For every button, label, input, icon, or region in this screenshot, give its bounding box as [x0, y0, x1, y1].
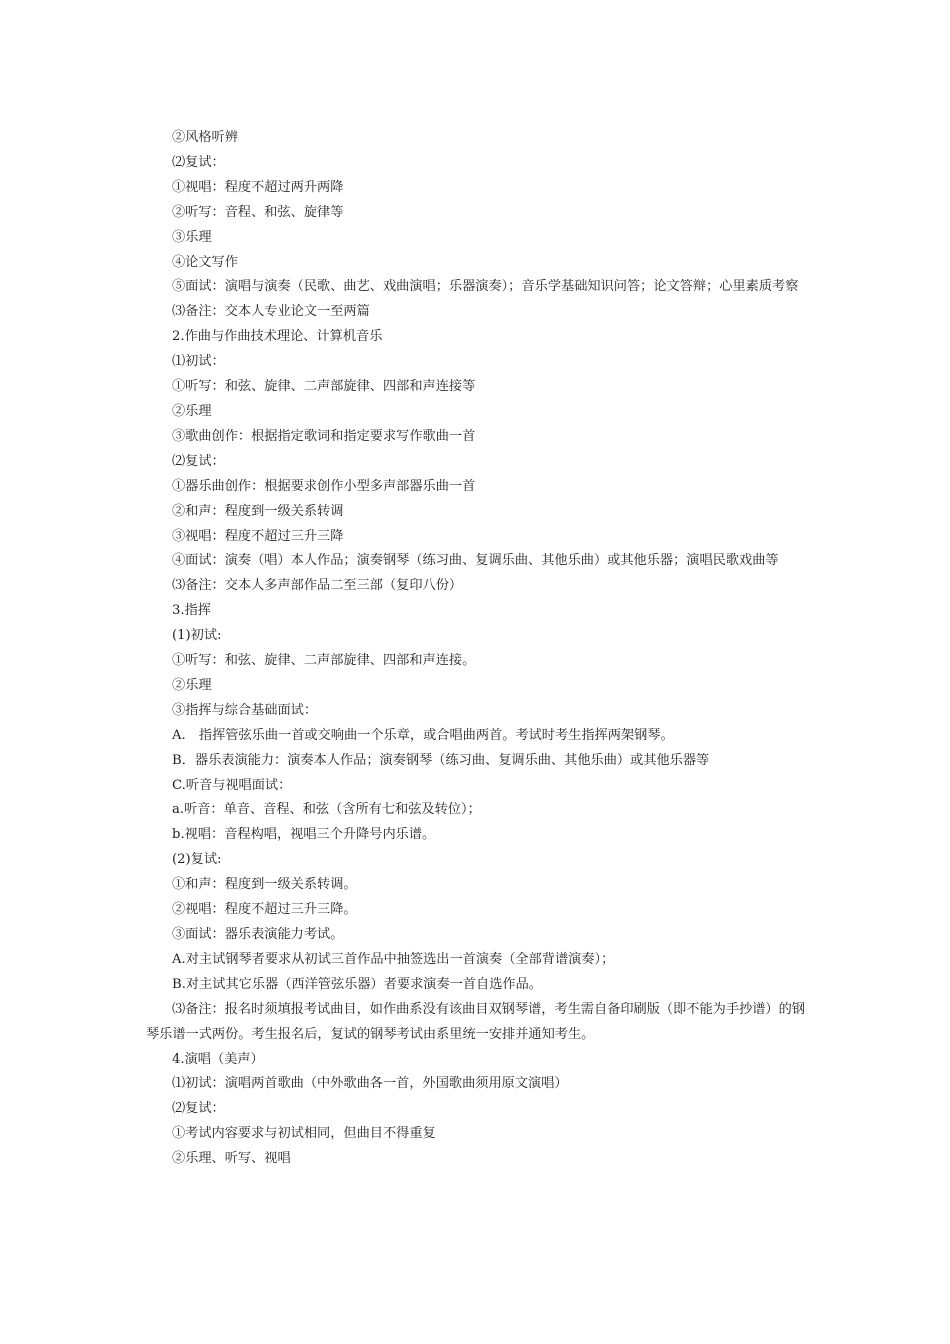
text-line: ①视唱：程度不超过两升两降	[172, 179, 344, 195]
text-line: ⑶备注：交本人专业论文一至两篇	[172, 304, 370, 320]
text-line: ③面试：器乐表演能力考试。	[172, 927, 344, 942]
text-line: B．器乐表演能力：演奏本人作品；演奏钢琴（练习曲、复调乐曲、其他乐曲）或其他乐器等	[172, 752, 710, 768]
text-line: ①听写：和弦、旋律、二声部旋律、四部和声连接等	[172, 379, 476, 395]
text-line: A. 指挥管弦乐曲一首或交响曲一个乐章，或合唱曲两首。考试时考生指挥两架钢琴。	[172, 727, 674, 743]
text-line: ③歌曲创作：根据指定歌词和指定要求写作歌曲一首	[172, 428, 476, 444]
text-line: ②乐理	[172, 403, 212, 419]
text-line: ④论文写作	[172, 254, 238, 270]
text-line: ⑶备注：交本人多声部作品二至三部（复印八份）	[172, 578, 463, 594]
text-line: B.对主试其它乐器（西洋管弦乐器）者要求演奏一首自选作品。	[172, 976, 542, 992]
text-line: ③乐理	[172, 229, 212, 245]
text-line: ⑵复试：	[172, 1101, 225, 1117]
text-line: ②风格听辨	[172, 130, 238, 145]
text-line: ①考试内容要求与初试相同，但曲目不得重复	[172, 1126, 436, 1142]
text-line: ⑴初试：	[172, 354, 225, 370]
text-line: a.听音：单音、音程、和弦（含所有七和弦及转位）；	[172, 802, 481, 818]
text-line: ②乐理	[172, 677, 212, 693]
text-line: ⑵复试：	[172, 453, 225, 469]
text-line: ①听写：和弦、旋律、二声部旋律、四部和声连接。	[172, 653, 476, 669]
text-line: (2)复试:	[172, 852, 222, 868]
text-line: ②和声：程度到一级关系转调	[172, 503, 344, 519]
section-heading: 2.作曲与作曲技术理论、计算机音乐	[172, 329, 383, 345]
text-line: ⑴初试：演唱两首歌曲（中外歌曲各一首，外国歌曲须用原文演唱）	[172, 1076, 568, 1092]
text-line: ①器乐曲创作：根据要求创作小型多声部器乐曲一首	[172, 478, 476, 494]
text-line: ④面试：演奏（唱）本人作品；演奏钢琴（练习曲、复调乐曲、其他乐曲）或其他乐器；演唱民歌戏曲等	[172, 553, 779, 569]
text-line: ③视唱：程度不超过三升三降	[172, 528, 344, 544]
document-body	[146, 126, 808, 1172]
text-line: ⑵复试：	[172, 154, 225, 170]
text-line: ②听写：音程、和弦、旋律等	[172, 204, 344, 220]
text-line: A.对主试钢琴者要求从初试三首作品中抽签选出一首演奏（全部背谱演奏）；	[172, 951, 615, 967]
text-line: ①和声：程度到一级关系转调。	[172, 877, 357, 893]
section-heading: 4.演唱（美声）	[172, 1051, 264, 1067]
text-line: C.听音与视唱面试：	[172, 777, 292, 793]
text-line: (1)初试:	[172, 628, 222, 644]
section-heading: 3.指挥	[172, 603, 211, 619]
text-line: ⑶备注：报名时须填报考试曲目，如作曲系没有该曲目双钢琴谱，考生需自备印刷版（即不能为手抄谱）的钢琴乐谱一式两份。考生报名后，复试的钢琴考试由系里统一安排并通知考生。	[146, 1001, 805, 1042]
text-line: ③指挥与综合基础面试：	[172, 702, 318, 718]
text-line: b.视唱：音程构唱，视唱三个升降号内乐谱。	[172, 827, 436, 843]
text-line: ②乐理、听写、视唱	[172, 1151, 291, 1167]
text-line: ⑤面试：演唱与演奏（民歌、曲艺、戏曲演唱；乐器演奏）；音乐学基础知识问答；论文答辩；心里素质考察	[172, 279, 799, 295]
text-line: ②视唱：程度不超过三升三降。	[172, 902, 357, 918]
